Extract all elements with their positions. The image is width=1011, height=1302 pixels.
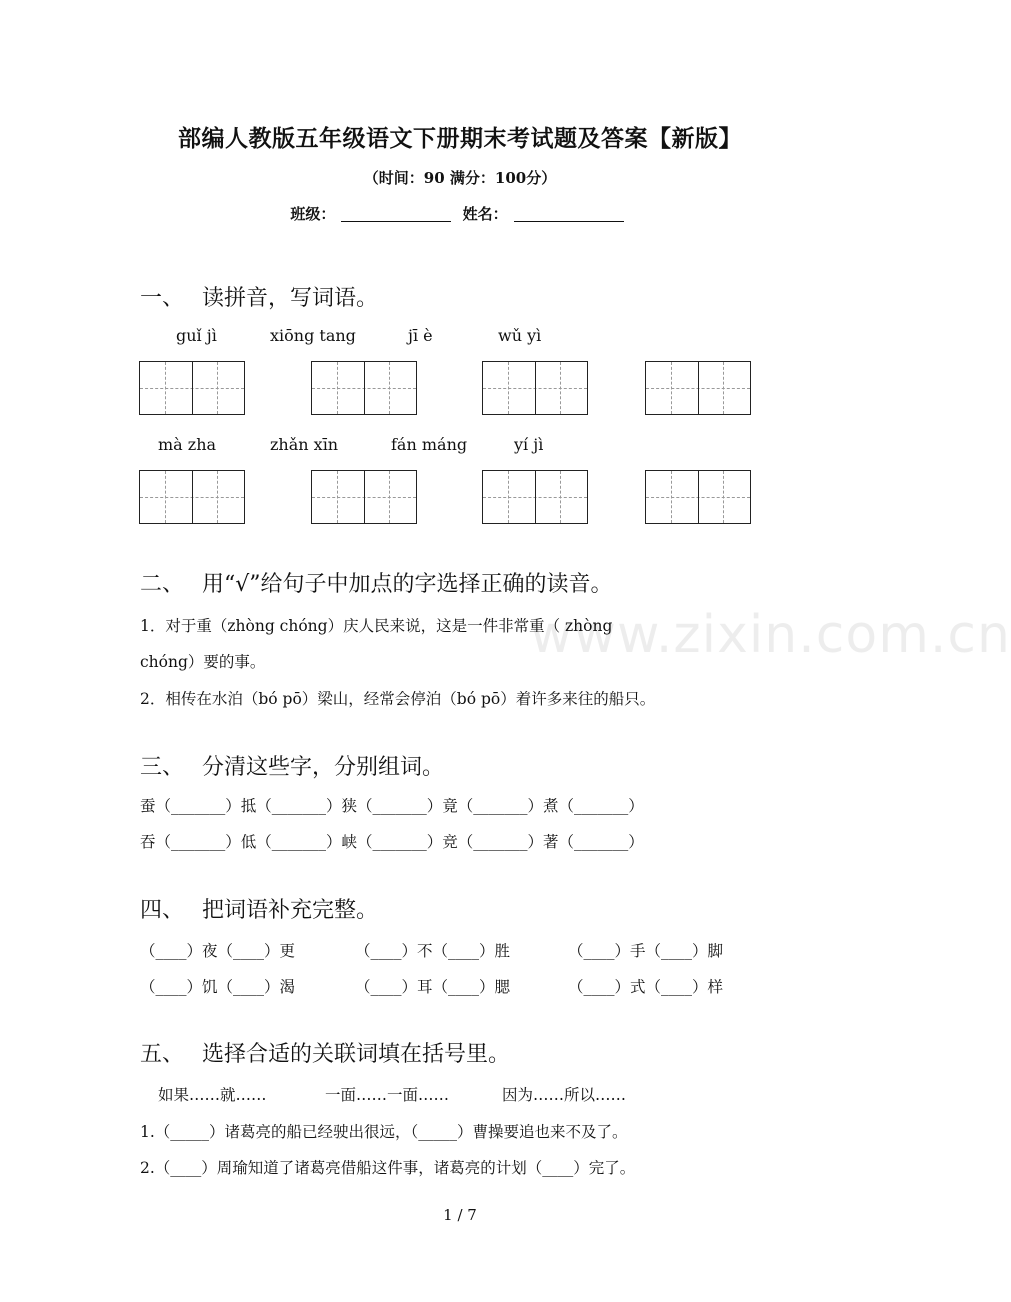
writing-grid[interactable]	[482, 361, 588, 415]
idiom-5: （____）耳（____）腮	[355, 978, 511, 996]
idiom-3: （____）手（____）脚	[568, 942, 724, 960]
section-1-title: 读拼音，写词语。	[202, 286, 379, 311]
student-info-line	[0, 203, 920, 224]
page-number: 1 / 7	[443, 1206, 477, 1224]
question-2-1-line-2: chóng）要的事。	[140, 653, 266, 671]
name-label: 姓名：	[462, 205, 508, 223]
question-5-1: 1.（_____）诸葛亮的船已经驶出很远，（_____）曹操要追也来不及了。	[140, 1123, 628, 1141]
section-1-heading	[140, 281, 378, 312]
section-4-number: 四、	[140, 898, 185, 923]
section-4-heading	[140, 893, 378, 924]
class-blank[interactable]	[341, 206, 451, 222]
idiom-6: （____）式（____）样	[568, 978, 724, 996]
conjunction-option-1: 如果……就……	[158, 1086, 267, 1104]
writing-grid[interactable]	[645, 470, 751, 524]
writing-grid[interactable]	[645, 361, 751, 415]
writing-grid[interactable]	[311, 470, 417, 524]
section-2-number: 二、	[140, 572, 185, 597]
section-5-number: 五、	[140, 1042, 185, 1067]
class-label: 班级：	[290, 205, 336, 223]
question-2-1-line-1: 1．对于重（zhòng chóng）庆人民来说，这是一件非常重（ zhòng	[140, 617, 613, 635]
pinyin-4: wǔ yì	[498, 326, 542, 345]
word-group-line-1: 蚕（_______）抵（_______）狭（_______）竟（_______）煮（_______）	[140, 797, 644, 815]
section-3-title: 分清这些字，分别组词。	[202, 755, 445, 780]
watermark: www.zixin.com.cn	[530, 605, 1011, 665]
pinyin-5: mà zha	[158, 435, 217, 454]
idiom-1: （____）夜（____）更	[140, 942, 296, 960]
idiom-4: （____）饥（____）渴	[140, 978, 296, 996]
pinyin-8: yí jì	[514, 435, 544, 454]
section-2-heading	[140, 567, 613, 598]
pinyin-2: xiōng tang	[270, 326, 356, 345]
page-title: 部编人教版五年级语文下册期末考试题及答案【新版】	[178, 125, 742, 152]
idiom-2: （____）不（____）胜	[355, 942, 511, 960]
section-2-title: 用“√”给句子中加点的字选择正确的读音。	[202, 572, 613, 597]
section-3-number: 三、	[140, 755, 185, 780]
writing-grid[interactable]	[139, 361, 245, 415]
section-5-title: 选择合适的关联词填在括号里。	[202, 1042, 511, 1067]
writing-grid[interactable]	[311, 361, 417, 415]
writing-grid[interactable]	[139, 470, 245, 524]
exam-info: （时间：90 满分：100分）	[363, 169, 557, 187]
section-1-number: 一、	[140, 286, 185, 311]
conjunction-option-2: 一面……一面……	[325, 1086, 450, 1104]
section-5-heading	[140, 1037, 510, 1068]
writing-grid[interactable]	[482, 470, 588, 524]
pinyin-7: fán máng	[391, 435, 468, 454]
name-blank[interactable]	[514, 206, 624, 222]
pinyin-1: guǐ jì	[176, 326, 217, 345]
pinyin-3: jī è	[408, 326, 433, 345]
word-group-line-2: 吞（_______）低（_______）峡（_______）竞（_______）著（_______）	[140, 833, 644, 851]
question-2-2: 2．相传在水泊（bó pō）梁山，经常会停泊（bó pō）着许多来往的船只。	[140, 690, 656, 708]
conjunction-option-3: 因为……所以……	[502, 1086, 627, 1104]
section-3-heading	[140, 750, 444, 781]
pinyin-6: zhǎn xīn	[270, 435, 339, 454]
question-5-2: 2.（____）周瑜知道了诸葛亮借船这件事，诸葛亮的计划（____）完了。	[140, 1159, 636, 1177]
section-4-title: 把词语补充完整。	[202, 898, 379, 923]
